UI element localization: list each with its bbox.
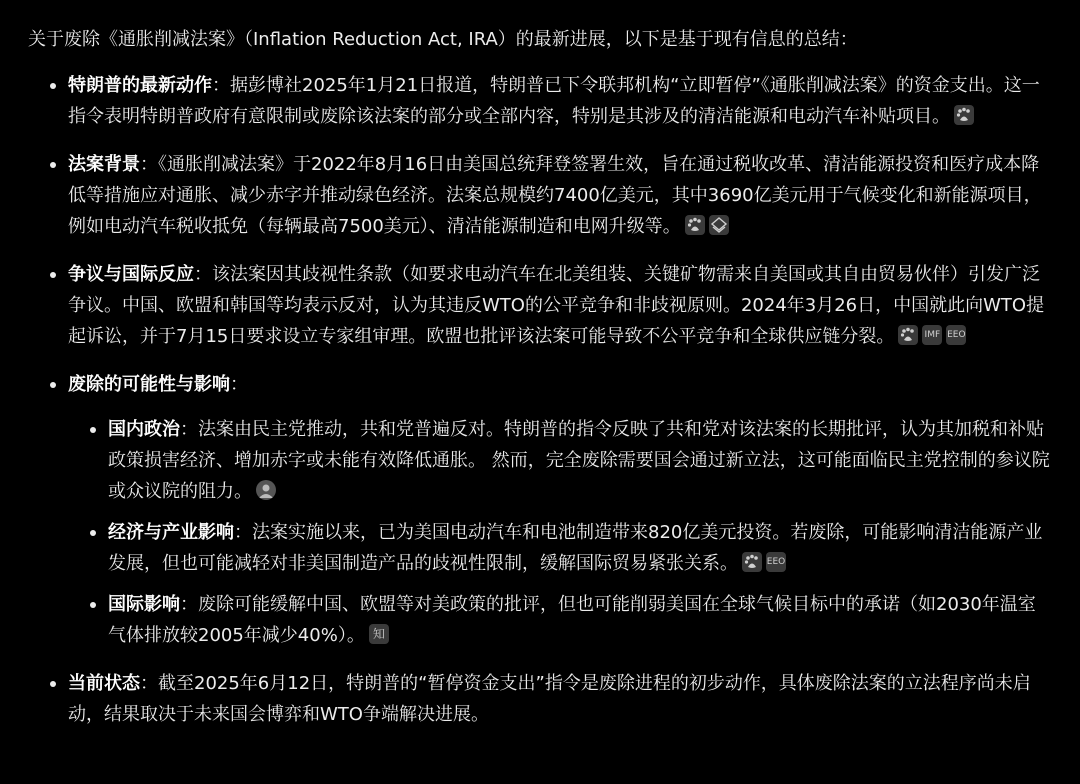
item-title: 国内政治 <box>108 419 180 440</box>
item-text: 《通胀削减法案》于2022年8月16日由美国总统拜登签署生效，旨在通过税收改革、清洁能源投资和医疗成本降低等措施应对通胀、减少赤字并推动绿色经济。法案总规模约7400亿美元，其中3690亿美元用于气候变化和新能源项目，例如电动汽车税收抵免（每辆最高7500美元）、清洁能源制造和电网升级等。 <box>68 154 1042 237</box>
eeo-source-icon[interactable]: EEO <box>946 325 966 345</box>
list-item-trump-action: 特朗普的最新动作：据彭博社2025年1月21日报道，特朗普已下令联邦机构“立即暂停”《通胀削减法案》的资金支出。这一指令表明特朗普政府有意限制或废除该法案的部分或全部内容，特别是其涉及的清洁能源和电动汽车补贴项目。 <box>68 70 1052 132</box>
sub-item-international: 国际影响：废除可能缓解中国、欧盟等对美政策的批评，但也可能削弱美国在全球气候目标中的承诺（如2030年温室气体排放较2005年减少40%）。 知 <box>108 589 1052 651</box>
item-text: 据彭博社2025年1月21日报道，特朗普已下令联邦机构“立即暂停”《通胀削减法案》的资金支出。这一指令表明特朗普政府有意限制或废除该法案的部分或全部内容，特别是其涉及的清洁能源和电动汽车补贴项目。 <box>68 75 1040 127</box>
item-title: 国际影响 <box>108 594 180 615</box>
baidu-paw-icon[interactable] <box>898 325 918 345</box>
baidu-paw-icon[interactable] <box>954 105 974 125</box>
eeo-source-icon[interactable]: EEO <box>766 552 786 572</box>
item-text: 法案由民主党推动，共和党普遍反对。特朗普的指令反映了共和党对该法案的长期批评，认为其加税和补贴政策损害经济、增加赤字或未能有效降低通胀。 然而，完全废除需要国会通过新立法，这可能面临民主党控制的参议院或众议院的阻力。 <box>108 419 1050 502</box>
list-item-current-status: 当前状态：截至2025年6月12日，特朗普的“暂停资金支出”指令是废除进程的初步动作，具体废除法案的立法程序尚未启动，结果取决于未来国会博弈和WTO争端解决进展。 <box>68 668 1052 730</box>
impact-sub-list <box>68 414 1052 651</box>
list-item-controversy: 争议与国际反应：该法案因其歧视性条款（如要求电动汽车在北美组装、关键矿物需来自美国或其自由贸易伙伴）引发广泛争议。中国、欧盟和韩国等均表示反对，认为其违反WTO的公平竞争和非歧视原则。2024年3月26日，中国就此向WTO提起诉讼，并于7月15日要求设立专家组审理。欧盟也批评该法案可能导致不公平竞争和全球供应链分裂。 IMF EEO <box>68 259 1052 352</box>
list-item-background: 法案背景：《通胀削减法案》于2022年8月16日由美国总统拜登签署生效，旨在通过税收改革、清洁能源投资和医疗成本降低等措施应对通胀、减少赤字并推动绿色经济。法案总规模约7400亿美元，其中3690亿美元用于气候变化和新能源项目，例如电动汽车税收抵免（每辆最高7500美元）、清洁能源制造和电网升级等。 <box>68 149 1052 242</box>
intro-paragraph: 关于废除《通胀削减法案》（Inflation Reduction Act, IRA）的最新进展，以下是基于现有信息的总结： <box>28 29 858 50</box>
sub-item-economy: 经济与产业影响：法案实施以来，已为美国电动汽车和电池制造带来820亿美元投资。若废除，可能影响清洁能源产业发展，但也可能减轻对非美国制造产品的歧视性限制，缓解国际贸易紧张关系。 EEO <box>108 517 1052 579</box>
item-title: 特朗普的最新动作 <box>68 75 212 96</box>
item-text: 截至2025年6月12日，特朗普的“暂停资金支出”指令是废除进程的初步动作，具体废除法案的立法程序尚未启动，结果取决于未来国会博弈和WTO争端解决进展。 <box>68 673 1031 725</box>
item-title: 经济与产业影响 <box>108 522 234 543</box>
list-item-repeal-impact: 废除的可能性与影响： 国内政治：法案由民主党推动，共和党普遍反对。特朗普的指令反映了共和党对该法案的长期批评，认为其加税和补贴政策损害经济、增加赤字或未能有效降低通胀。 然而，完全废除需要国会通过新立法，这可能面临民主党控制的参议院或众议院的阻力。 经济与产业影响：法案实施以来，已为美国电动汽车和电池制造带来820亿美元投资。若废除，可能影响清洁能源产业发展，但也可能减轻对非美国制造产品的歧视性限制，缓解国际贸易紧张关系。 EEO 国际影响：废除可能缓解中国、欧盟等对美政策的批评，但也可能削弱美国在全球气候目标中的承诺（如2030年温室气体排放较2005年减少40%）。 知 <box>68 369 1052 651</box>
avatar-source-icon[interactable] <box>256 480 276 500</box>
item-title: 当前状态 <box>68 673 140 694</box>
layers-icon[interactable] <box>709 215 729 235</box>
item-text: 法案实施以来，已为美国电动汽车和电池制造带来820亿美元投资。若废除，可能影响清洁能源产业发展，但也可能减轻对非美国制造产品的歧视性限制，缓解国际贸易紧张关系。 <box>108 522 1043 574</box>
sub-item-domestic-politics: 国内政治：法案由民主党推动，共和党普遍反对。特朗普的指令反映了共和党对该法案的长期批评，认为其加税和补贴政策损害经济、增加赤字或未能有效降低通胀。 然而，完全废除需要国会通过新立法，这可能面临民主党控制的参议院或众议院的阻力。 <box>108 414 1052 507</box>
zhihu-source-icon[interactable]: 知 <box>369 624 389 644</box>
baidu-paw-icon[interactable] <box>685 215 705 235</box>
item-title: 法案背景 <box>68 154 140 175</box>
item-text: 废除可能缓解中国、欧盟等对美政策的批评，但也可能削弱美国在全球气候目标中的承诺（如2030年温室气体排放较2005年减少40%）。 <box>108 594 1036 646</box>
imf-source-icon[interactable]: IMF <box>922 325 942 345</box>
item-title: 废除的可能性与影响 <box>68 374 230 395</box>
summary-list <box>28 70 1052 730</box>
item-text: 该法案因其歧视性条款（如要求电动汽车在北美组装、关键矿物需来自美国或其自由贸易伙伴）引发广泛争议。中国、欧盟和韩国等均表示反对，认为其违反WTO的公平竞争和非歧视原则。2024年3月26日，中国就此向WTO提起诉讼，并于7月15日要求设立专家组审理。欧盟也批评该法案可能导致不公平竞争和全球供应链分裂。 <box>68 264 1045 347</box>
baidu-paw-icon[interactable] <box>742 552 762 572</box>
item-title: 争议与国际反应 <box>68 264 194 285</box>
